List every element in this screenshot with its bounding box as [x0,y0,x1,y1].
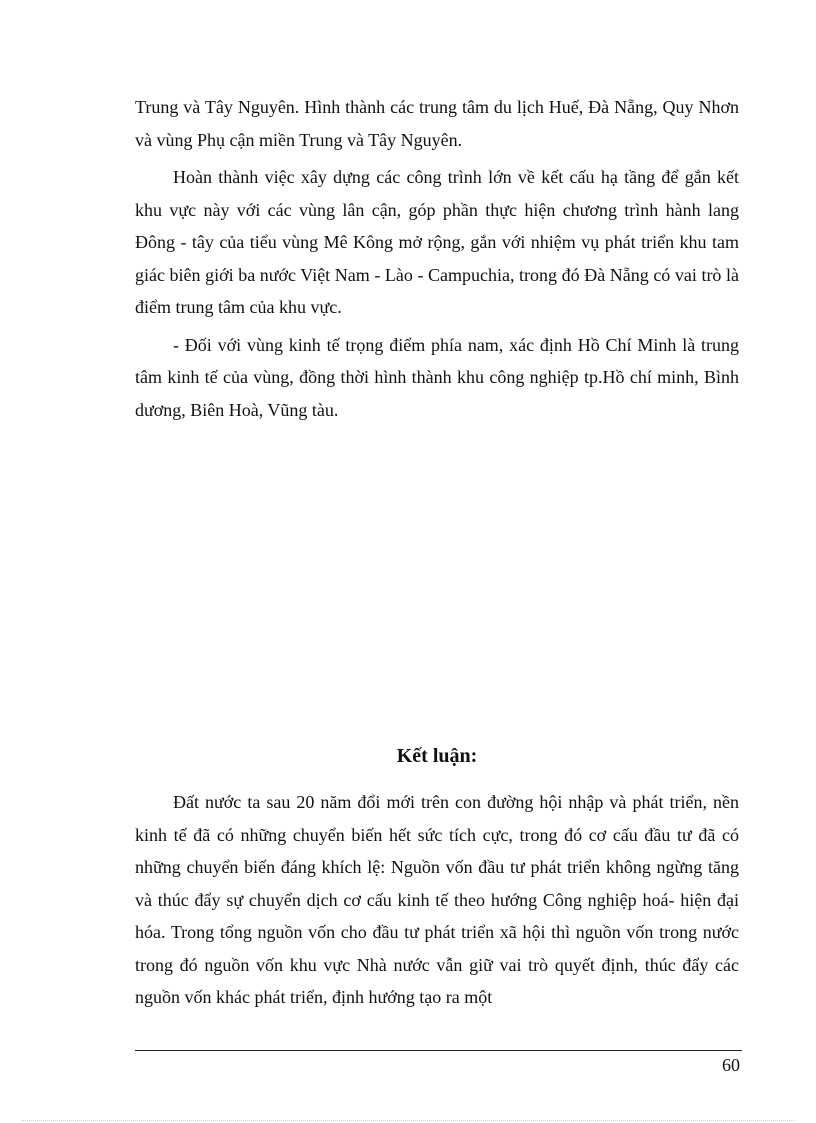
conclusion-section [135,786,739,1014]
paragraph-southern-region: - Đối với vùng kinh tế trọng điểm phía nam, xác định Hồ Chí Minh là trung tâm kinh tế của vùng, đồng thời hình thành khu công nghiệp tp.Hồ chí minh, Bình dương, Biên Hoà, Vũng tàu. [135,334,739,420]
conclusion-heading: Kết luận: [396,745,478,767]
paragraph-infrastructure: Hoàn thành việc xây dựng các công trình lớn về kết cấu hạ tầng để gắn kết khu vực này với các vùng lân cận, góp phần thực hiện chương trình hành lang Đông - tây của tiểu vùng Mê Kông mở rộng, gắn với nhiệm vụ phát triển khu tam giác biên giới ba nước Việt Nam - Lào - Campuchia, trong đó Đà Nẵng có vai trò là điểm trung tâm của khu vực. [135,167,739,317]
top-section [135,91,739,426]
paragraph-continuation: Trung và Tây Nguyên. Hình thành các trung tâm du lịch Huế, Đà Nẵng, Quy Nhơn và vùng Phụ cận miền Trung và Tây Nguyên. [135,97,739,150]
footer-divider [135,1050,742,1051]
page-number: 60 [722,1055,740,1075]
page-edge-divider [22,1120,794,1121]
conclusion-paragraph: Đất nước ta sau 20 năm đổi mới trên con đường hội nhập và phát triển, nền kinh tế đã có những chuyển biến hết sức tích cực, trong đó cơ cấu đầu tư đã có những chuyển biến đáng khích lệ: Nguồn vốn đầu tư phát triển không ngừng tăng và thúc đẩy sự chuyển dịch cơ cấu kinh tế theo hướng Công nghiệp hoá- hiện đại hóa. Trong tổng nguồn vốn cho đầu tư phát triển xã hội thì nguồn vốn trong nước trong đó nguồn vốn khu vực Nhà nước vẫn giữ vai trò quyết định, thúc đẩy các nguồn vốn khác phát triển, định hướng tạo ra một [135,792,739,1007]
